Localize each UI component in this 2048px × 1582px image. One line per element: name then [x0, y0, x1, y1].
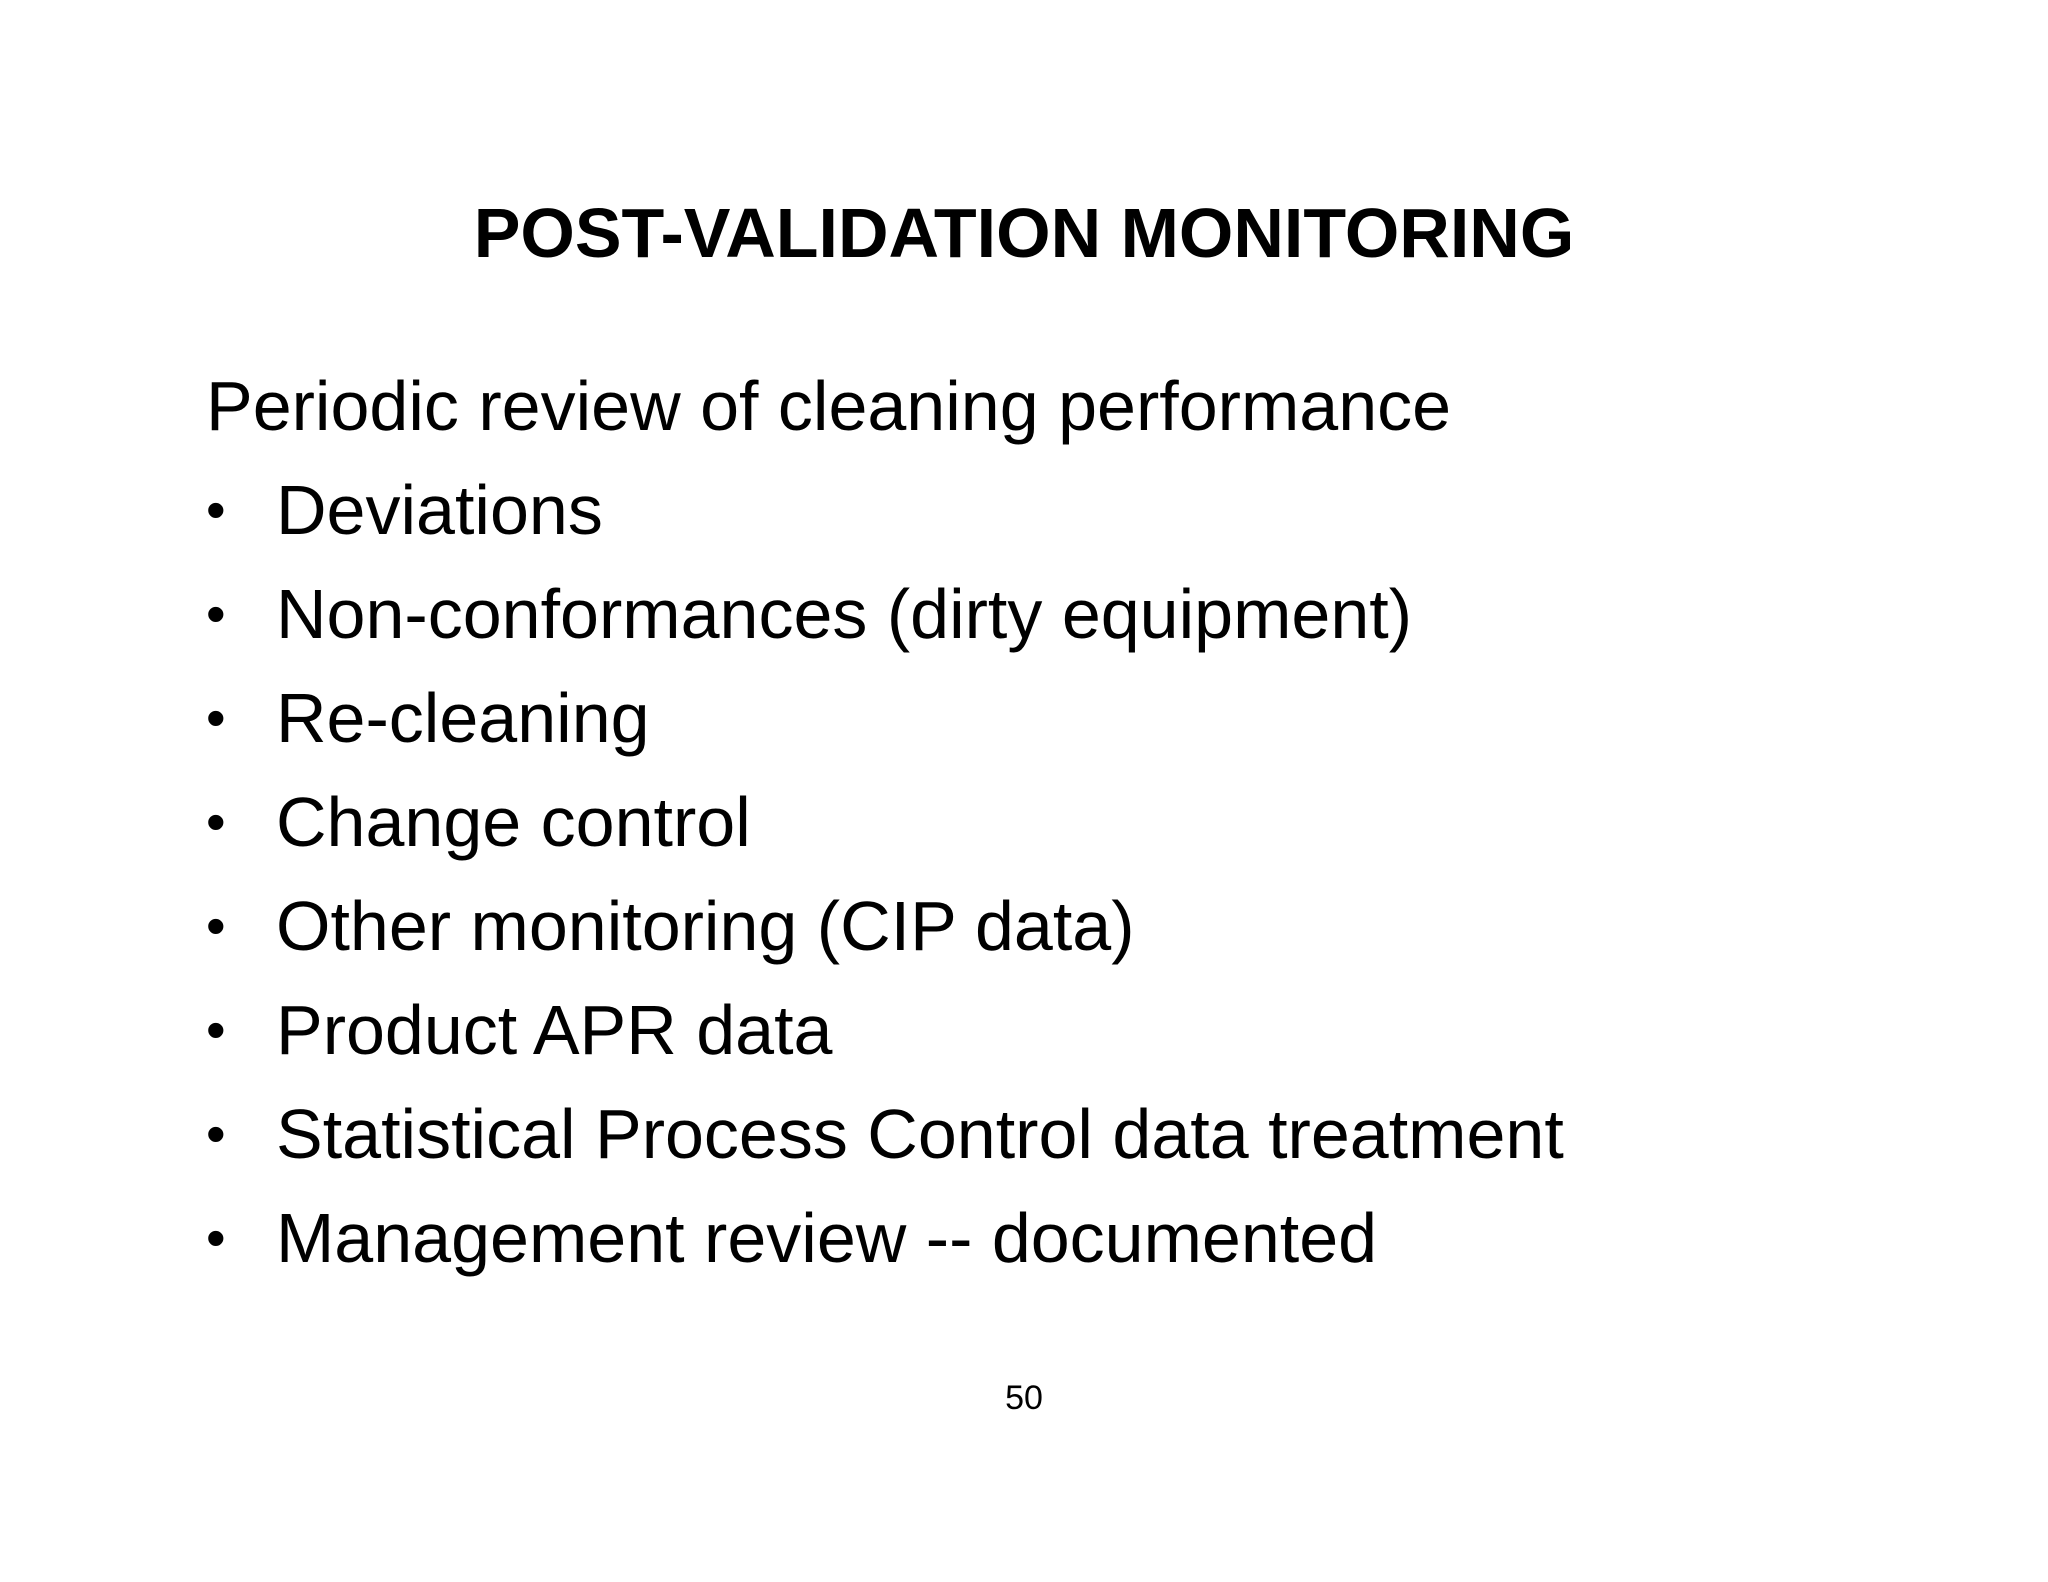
bullet-text: Deviations	[276, 471, 603, 549]
bullet-list	[206, 458, 1966, 1290]
lead-text: Periodic review of cleaning performance	[206, 367, 1452, 445]
bullet-icon: •	[206, 1206, 226, 1269]
bullet-item-spc-data-treatment	[206, 1082, 1966, 1186]
bullet-item-re-cleaning	[206, 666, 1966, 770]
slide-content	[206, 354, 1966, 1290]
bullet-text: Management review -- documented	[276, 1199, 1378, 1277]
bullet-text: Change control	[276, 783, 751, 861]
bullet-icon: •	[206, 790, 226, 853]
bullet-item-product-apr-data	[206, 978, 1966, 1082]
bullet-item-other-monitoring	[206, 874, 1966, 978]
bullet-icon: •	[206, 998, 226, 1061]
slide-title: POST-VALIDATION MONITORING	[473, 194, 1575, 272]
bullet-text: Non-conformances (dirty equipment)	[276, 575, 1413, 653]
bullet-icon: •	[206, 1102, 226, 1165]
bullet-item-management-review	[206, 1186, 1966, 1290]
bullet-icon: •	[206, 686, 226, 749]
bullet-icon: •	[206, 894, 226, 957]
bullet-text: Statistical Process Control data treatment	[276, 1095, 1564, 1173]
bullet-item-deviations	[206, 458, 1966, 562]
bullet-text: Other monitoring (CIP data)	[276, 887, 1135, 965]
bullet-item-non-conformances	[206, 562, 1966, 666]
bullet-text: Product APR data	[276, 991, 833, 1069]
bullet-text: Re-cleaning	[276, 679, 650, 757]
page-number: 50	[1005, 1379, 1043, 1417]
bullet-item-change-control	[206, 770, 1966, 874]
bullet-icon: •	[206, 478, 226, 541]
bullet-icon: •	[206, 582, 226, 645]
